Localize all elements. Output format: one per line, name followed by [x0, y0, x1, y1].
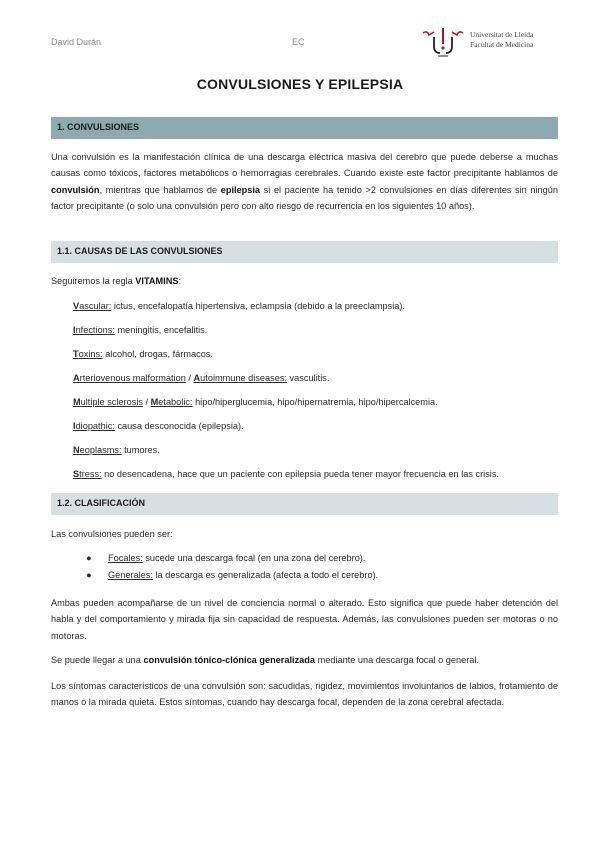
paragraph-definition	[51, 149, 558, 214]
bold-term-convulsion: convulsión	[51, 184, 100, 195]
header-course: EC	[292, 37, 305, 47]
bullet-term: Focales:	[108, 553, 143, 563]
cause-description: alcohol, drogas, fármacos.	[102, 349, 213, 359]
bullet-icon: ●	[86, 553, 92, 563]
section-heading-convulsiones	[51, 117, 558, 139]
mnemonic-letter: V	[73, 301, 80, 311]
cause-term: eoplasms:	[79, 445, 122, 455]
list-item	[73, 397, 438, 407]
list-item	[73, 421, 244, 431]
page-title: CONVULSIONES Y EPILEPSIA	[196, 76, 404, 92]
paragraph-vitamins-intro	[51, 273, 558, 289]
list-item	[73, 349, 213, 359]
mnemonic-letter: A	[73, 373, 80, 383]
mnemonic-letter: S	[73, 469, 80, 479]
cause-description: ictus, encefalopatía hipertensiva, eclampsia (debido a la preeclampsia).	[111, 301, 405, 311]
bullet-description: sucede una descarga focal (en una zona del cerebro).	[142, 553, 366, 563]
paragraph-clasificacion-intro: Las convulsiones pueden ser:	[51, 529, 173, 539]
list-item	[73, 325, 207, 335]
list-item	[73, 373, 329, 383]
mnemonic-letter: I	[73, 421, 76, 431]
section-heading-clasificacion	[51, 493, 558, 515]
university-emblem-icon	[420, 24, 466, 58]
cause-description: vasculitis.	[287, 373, 330, 383]
logo-line-2: Facultat de Medicina	[470, 39, 534, 49]
cause-term: diopathic:	[75, 421, 115, 431]
bullet-icon: ●	[86, 570, 92, 580]
text-run: Una convulsión es la manifestación clínica de una descarga eléctrica masiva del cerebro que puede deberse a muchas causas como tóxicos, factores metabólicos o hemorragias cerebrales. Cuando existe este factor precipitante hablamos de	[51, 152, 558, 179]
paragraph-conciencia: Ambas pueden acompañarse de un nivel de conciencia normal o alterado. Esto significa que puede haber detención del habla y del comportamiento y mirada fija sin capacidad de respuesta. Además, las convulsiones pueden ser motoras o no motoras.	[51, 598, 558, 641]
text-run: Seguiremos la regla	[51, 276, 136, 286]
separator: /	[185, 373, 194, 383]
text-run: si el paciente ha tenido >2 convulsiones en días diferentes sin ningún factor precipitante (o solo una convulsión pero con alto riesgo de recurrencia en los siguientes 10 años).	[51, 184, 558, 211]
text-run: Se puede llegar a una	[51, 655, 144, 665]
cause-description: tumores.	[121, 445, 160, 455]
cause-description: no desencadena, hace que un paciente con epilepsia pueda tener mayor frecuencia en las crisis.	[101, 469, 499, 479]
mnemonic-letter: A	[193, 373, 201, 383]
cause-description: hipo/hiperglucemia, hipo/hipernatremia, hipo/hipercalcemia.	[192, 397, 438, 407]
separator: /	[142, 397, 151, 407]
mnemonic-letter: N	[73, 445, 80, 455]
section-heading-text: 1.2. CLASIFICACIÓN	[57, 498, 146, 508]
cause-description: meningitis, encefalitis.	[114, 325, 208, 335]
list-item	[73, 301, 405, 311]
section-heading-causas	[51, 241, 558, 263]
text-run: :	[178, 276, 182, 286]
text-run: , mientras que hablamos de	[99, 184, 221, 195]
cause-term: utoimmune diseases:	[200, 373, 287, 383]
paragraph-tonico-clonica	[51, 652, 558, 668]
section-heading-text: 1.1. CAUSAS DE LAS CONVULSIONES	[57, 246, 223, 256]
paragraph-sintomas: Los síntomas característicos de una convulsión son: sacudidas, rigidez, movimientos involuntarios de labios, frotamiento de manos o la mirada quieta. Estos síntomas, cuando hay descarga focal, dependen de la zona cerebral afectada.	[51, 681, 558, 708]
mnemonic-letter: I	[73, 325, 76, 335]
text-run: mediante una descarga focal o general.	[315, 655, 479, 665]
cause-term: tress:	[79, 469, 102, 479]
cause-term: nfections:	[75, 325, 115, 335]
mnemonic-letter: T	[73, 349, 79, 359]
header-author: David Durán	[51, 37, 102, 47]
cause-term: ultiple sclerosis	[80, 397, 143, 407]
university-logo	[420, 24, 550, 58]
bold-term-epilepsia: epilepsia	[220, 184, 261, 195]
mnemonic-letter: M	[150, 397, 159, 407]
cause-term: oxins:	[78, 349, 103, 359]
section-heading-text: 1. CONVULSIONES	[57, 122, 140, 132]
bold-term-vitamins: VITAMINS	[135, 276, 179, 286]
mnemonic-letter: M	[73, 397, 81, 407]
list-item	[73, 445, 160, 455]
bullet-term: Generales:	[108, 570, 153, 580]
cause-term: etabolic:	[158, 397, 193, 407]
cause-term: ascular:	[79, 301, 112, 311]
logo-line-1: Universitat de Lleida	[470, 30, 534, 39]
bold-term-tonico-clonica: convulsión tónico-clónica generalizada	[143, 655, 316, 665]
cause-term: rteriovenous malformation	[79, 373, 186, 383]
list-item	[73, 469, 499, 479]
cause-description: causa desconocida (epilepsia).	[114, 421, 244, 431]
bullet-description: la descarga es generalizada (afecta a todo el cerebro).	[152, 570, 379, 580]
